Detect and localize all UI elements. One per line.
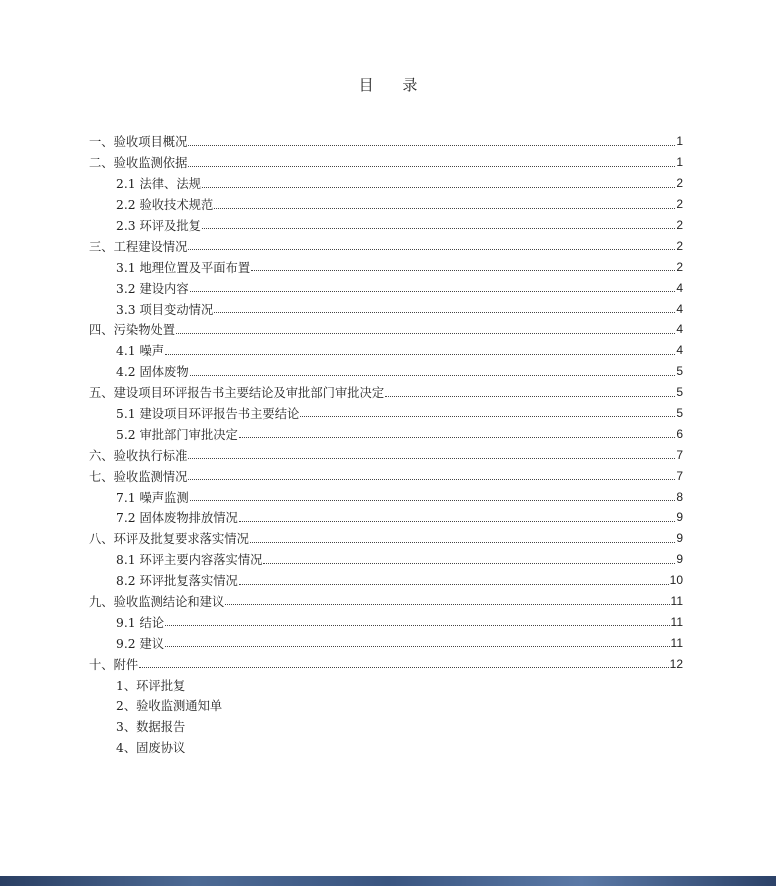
toc-entry-page: 9 xyxy=(676,552,683,567)
toc-entry[interactable] xyxy=(89,173,683,194)
toc-entry-label: 9.2 建议 xyxy=(116,636,165,651)
toc-entry[interactable] xyxy=(89,340,683,361)
toc-entry-page: 2 xyxy=(676,197,683,212)
toc-entry[interactable] xyxy=(89,653,683,674)
toc-entry-label: 2.2 验收技术规范 xyxy=(116,198,214,213)
toc-entry-page: 4 xyxy=(676,301,683,316)
toc-entry-label: 1、环评批复 xyxy=(116,678,186,693)
toc-entry-label: 5.2 审批部门审批决定 xyxy=(116,427,238,442)
toc-entry[interactable] xyxy=(89,277,683,298)
toc-entry-page: 7 xyxy=(676,447,683,462)
toc-entry-label: 2.1 法律、法规 xyxy=(116,177,201,192)
toc-entry-page: 8 xyxy=(676,489,683,504)
dot-leader xyxy=(188,165,675,167)
toc-entry-label: 4.1 噪声 xyxy=(116,344,165,359)
dot-leader xyxy=(165,645,669,647)
dot-leader xyxy=(239,520,675,522)
dot-leader xyxy=(190,374,676,376)
toc-entry-page: 10 xyxy=(669,573,683,588)
table-of-contents xyxy=(89,131,683,758)
toc-entry-label: 5.1 建设项目环评报告书主要结论 xyxy=(116,407,300,422)
toc-entry-page: 2 xyxy=(676,238,683,253)
toc-entry-label: 一、验收项目概况 xyxy=(89,135,188,150)
toc-entry-label: 3.1 地理位置及平面布置 xyxy=(116,260,251,275)
toc-entry[interactable] xyxy=(89,695,683,716)
toc-entry-label: 9.1 结论 xyxy=(116,615,165,630)
toc-entry-label: 4.2 固体废物 xyxy=(116,365,189,380)
toc-entry-label: 二、验收监测依据 xyxy=(89,156,188,171)
toc-entry-label: 7.1 噪声监测 xyxy=(116,490,189,505)
toc-entry-page: 5 xyxy=(676,406,683,421)
toc-entry-label: 4、固废协议 xyxy=(116,741,186,756)
dot-leader xyxy=(214,311,675,313)
dot-leader xyxy=(263,562,675,564)
toc-entry[interactable] xyxy=(89,611,683,632)
toc-entry-page: 11 xyxy=(670,614,683,629)
toc-entry-label: 7.2 固体废物排放情况 xyxy=(116,511,238,526)
toc-entry-label: 8.1 环评主要内容落实情况 xyxy=(116,553,263,568)
toc-entry[interactable] xyxy=(89,674,683,695)
dot-leader xyxy=(188,478,675,480)
toc-entry[interactable] xyxy=(89,486,683,507)
toc-entry-page: 4 xyxy=(676,280,683,295)
toc-entry[interactable] xyxy=(89,423,683,444)
toc-entry[interactable] xyxy=(89,528,683,549)
toc-entry-label: 九、验收监测结论和建议 xyxy=(89,595,225,610)
toc-entry[interactable] xyxy=(89,403,683,424)
toc-entry-label: 五、建设项目环评报告书主要结论及审批部门审批决定 xyxy=(89,386,385,401)
dot-leader xyxy=(165,353,675,355)
toc-entry[interactable] xyxy=(89,235,683,256)
toc-entry-page: 2 xyxy=(676,176,683,191)
toc-entry-label: 七、验收监测情况 xyxy=(89,469,188,484)
dot-leader xyxy=(190,499,676,501)
toc-entry-page: 11 xyxy=(670,594,683,609)
toc-entry[interactable] xyxy=(89,131,683,152)
toc-entry-page: 1 xyxy=(676,155,683,170)
toc-entry-page: 2 xyxy=(676,218,683,232)
toc-entry-label: 2.3 环评及批复 xyxy=(116,219,201,233)
dot-leader xyxy=(251,269,675,271)
dot-leader xyxy=(139,666,668,668)
footer-bar xyxy=(0,876,776,886)
toc-entry[interactable] xyxy=(89,737,683,758)
toc-entry-page: 7 xyxy=(676,468,683,483)
dot-leader xyxy=(165,624,669,626)
toc-entry-label: 3.3 项目变动情况 xyxy=(116,302,214,317)
toc-entry-label: 四、污染物处置 xyxy=(89,323,176,338)
toc-entry[interactable] xyxy=(89,507,683,528)
toc-entry-label: 3、数据报告 xyxy=(116,720,186,735)
toc-entry[interactable] xyxy=(89,465,683,486)
dot-leader xyxy=(202,227,675,229)
toc-entry[interactable] xyxy=(89,319,683,340)
toc-entry-page: 12 xyxy=(669,656,683,671)
toc-entry-page: 5 xyxy=(676,364,683,379)
toc-entry[interactable] xyxy=(89,194,683,215)
dot-leader xyxy=(300,415,675,417)
toc-entry[interactable] xyxy=(89,361,683,382)
toc-entry-label: 十、附件 xyxy=(89,657,139,672)
toc-entry-label: 8.2 环评批复落实情况 xyxy=(116,574,238,589)
dot-leader xyxy=(385,395,675,397)
toc-entry[interactable] xyxy=(89,444,683,465)
toc-entry-page: 4 xyxy=(676,343,683,358)
toc-entry[interactable] xyxy=(89,570,683,591)
toc-entry[interactable] xyxy=(89,256,683,277)
toc-entry-label: 八、环评及批复要求落实情况 xyxy=(89,532,249,547)
toc-entry-page: 9 xyxy=(676,510,683,525)
dot-leader xyxy=(214,207,675,209)
toc-entry-label: 3.2 建设内容 xyxy=(116,281,189,296)
dot-leader xyxy=(188,144,675,146)
toc-entry[interactable] xyxy=(89,549,683,570)
toc-entry-page: 1 xyxy=(676,134,683,149)
dot-leader xyxy=(239,436,675,438)
dot-leader xyxy=(176,332,675,334)
toc-entry[interactable] xyxy=(89,382,683,403)
toc-entry-label: 2、验收监测通知单 xyxy=(116,699,223,714)
toc-entry-label: 六、验收执行标准 xyxy=(89,448,188,463)
toc-entry[interactable] xyxy=(89,716,683,737)
toc-entry-label: 三、工程建设情况 xyxy=(89,239,188,254)
toc-entry[interactable] xyxy=(89,152,683,173)
dot-leader xyxy=(190,290,676,292)
toc-entry-page: 5 xyxy=(676,385,683,400)
toc-entry[interactable] xyxy=(89,215,683,236)
toc-title: 目 录 xyxy=(358,76,430,94)
dot-leader xyxy=(225,603,669,605)
toc-entry-page: 2 xyxy=(676,259,683,274)
toc-entry[interactable] xyxy=(89,632,683,653)
toc-entry-page: 4 xyxy=(676,322,683,337)
dot-leader xyxy=(202,186,675,188)
toc-entry-page: 9 xyxy=(676,531,683,546)
toc-entry[interactable] xyxy=(89,298,683,319)
toc-entry-page: 11 xyxy=(670,635,683,650)
toc-entry[interactable] xyxy=(89,591,683,612)
dot-leader xyxy=(250,541,675,543)
dot-leader xyxy=(188,248,675,250)
dot-leader xyxy=(188,457,675,459)
toc-entry-page: 6 xyxy=(676,426,683,441)
dot-leader xyxy=(239,583,669,585)
